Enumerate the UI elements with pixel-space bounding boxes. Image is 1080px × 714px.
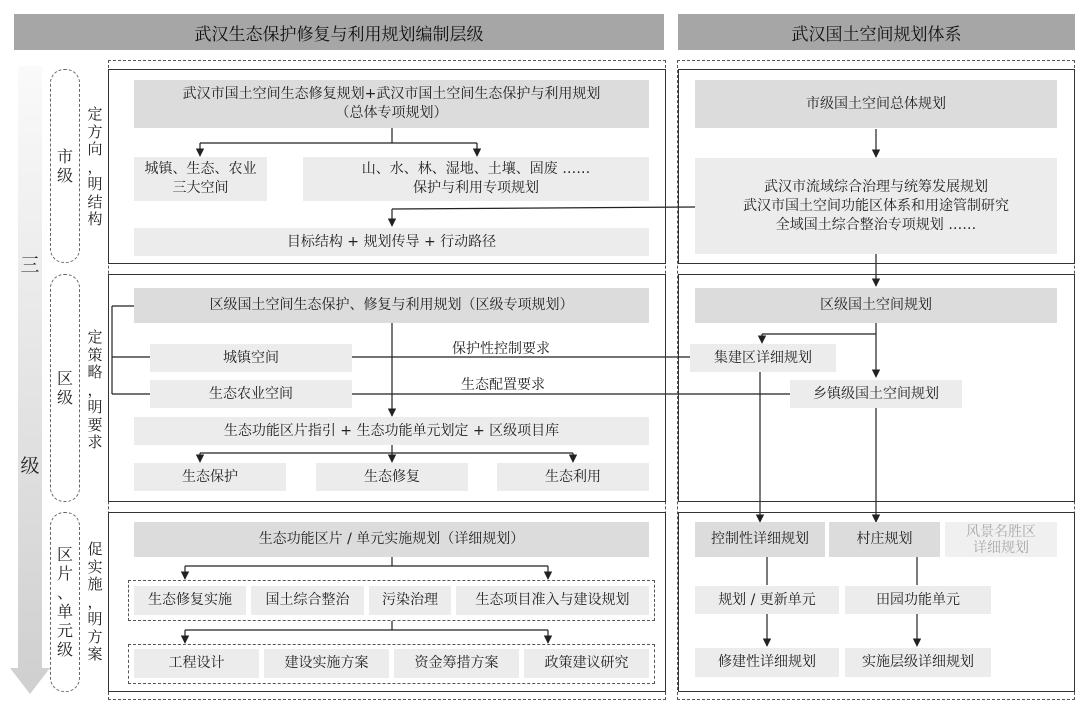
target-structure-box: 目标结构 + 规划传导 + 行动路径	[134, 228, 649, 256]
scheme-policy-research: 政策建议研究	[524, 649, 649, 678]
level-district-label	[50, 274, 80, 502]
desc-char: 明	[87, 398, 103, 417]
right-header: 武汉国土空间规划体系	[678, 14, 1075, 50]
desc-char: 定	[87, 328, 103, 347]
district-guide-box: 生态功能区片指引 + 生态功能单元划定 + 区级项目库	[134, 417, 649, 445]
desc-char: 实	[87, 557, 103, 576]
city-special-line-3: 全域国土综合整治专项规划 ……	[775, 216, 977, 233]
desc-char: 方	[87, 122, 103, 141]
impl-project-access: 生态项目准入与建设规划	[456, 586, 649, 615]
level-district-char: 级	[56, 388, 73, 407]
scenic-line-2: 详细规划	[973, 539, 1029, 556]
desc-char: 策	[87, 345, 103, 364]
level-zone-char: 、	[56, 583, 73, 602]
scenic-area-detail-plan-box	[945, 522, 1057, 557]
city-special-line-1: 武汉市流域综合治理与统筹发展规划	[764, 178, 988, 195]
district-plan-box: 区级国土空间生态保护、修复与利用规划（区级专项规划）	[134, 288, 649, 323]
desc-char: 明	[87, 175, 103, 194]
desc-char: 向	[87, 140, 103, 159]
pastoral-unit-box: 田园功能单元	[845, 586, 991, 614]
desc-char: 构	[87, 210, 103, 229]
level-zone-char: 片	[56, 564, 73, 583]
desc-char: 施	[87, 575, 103, 594]
protective-control-label: 保护性控制要求	[452, 341, 550, 357]
level-zone-char: 区	[56, 545, 73, 564]
urban-space-box: 城镇空间	[150, 344, 352, 372]
outcome-eco-restoration: 生态修复	[316, 463, 468, 491]
zone-plan-box: 生态功能区片 / 单元实施规划（详细规划）	[134, 522, 649, 557]
impl-eco-restoration: 生态修复实施	[134, 586, 246, 615]
township-plan-box: 乡镇级国土空间规划	[790, 380, 962, 408]
left-header: 武汉生态保护修复与利用规划编制层级	[14, 14, 664, 50]
city-special-research-box	[695, 158, 1057, 254]
district-description	[84, 318, 106, 463]
city-master-plan-line-2: （总体专项规划）	[335, 105, 448, 121]
desc-char: 要	[87, 415, 103, 434]
desc-char: 略	[87, 363, 103, 382]
eco-config-label: 生态配置要求	[461, 377, 545, 393]
three-spaces-box	[134, 157, 267, 201]
desc-char: 明	[87, 610, 103, 629]
desc-char: ，	[87, 380, 103, 399]
level-zone-char: 级	[56, 640, 73, 659]
desc-char: 求	[87, 433, 103, 452]
scenic-line-1: 风景名胜区	[966, 523, 1036, 540]
constructive-detail-plan-box: 修建性详细规划	[695, 648, 839, 677]
three-level-arrow	[10, 66, 50, 694]
outcome-eco-protection: 生态保护	[134, 463, 286, 491]
level-city-label	[50, 69, 80, 263]
three-spaces-line-1: 城镇、生态、农业	[144, 161, 257, 177]
desc-char: 促	[87, 540, 103, 559]
desc-char: ，	[87, 592, 103, 611]
three-level-char-2: 级	[20, 455, 40, 477]
desc-char: 案	[87, 645, 103, 664]
village-plan-box: 村庄规划	[829, 522, 940, 557]
desc-char: 定	[87, 105, 103, 124]
scheme-construction-plan: 建设实施方案	[264, 649, 389, 678]
city-master-spatial-plan-box: 市级国土空间总体规划	[695, 80, 1057, 128]
impl-pollution-control: 污染治理	[369, 586, 451, 615]
city-master-plan-box	[134, 80, 649, 128]
three-spaces-line-2: 三大空间	[172, 180, 229, 196]
regulatory-detail-plan-box: 控制性详细规划	[695, 522, 825, 557]
special-plans-line-1: 山、水、林、湿地、土壤、固废 ……	[361, 161, 591, 177]
level-city-char: 市	[56, 147, 73, 166]
level-city-char: 级	[56, 166, 73, 185]
implementation-detail-plan-box: 实施层级详细规划	[845, 648, 991, 677]
level-zone-char: 单	[56, 602, 73, 621]
impl-land-consolidation: 国土综合整治	[251, 586, 364, 615]
level-zone-label	[50, 512, 80, 692]
scheme-engineering-design: 工程设计	[134, 649, 259, 678]
outcome-eco-utilization: 生态利用	[497, 463, 649, 491]
city-master-plan-line-1: 武汉市国土空间生态修复规划+武汉市国土空间生态保护与利用规划	[182, 86, 601, 102]
desc-char: 结	[87, 192, 103, 211]
zone-description	[84, 530, 106, 675]
three-level-char-1: 三	[20, 254, 40, 276]
level-district-char: 区	[56, 369, 73, 388]
desc-char: ，	[87, 157, 103, 176]
eco-agri-space-box: 生态农业空间	[150, 380, 352, 408]
renewal-unit-box: 规划 / 更新单元	[695, 586, 839, 614]
city-description	[84, 95, 106, 240]
district-spatial-plan-box: 区级国土空间规划	[695, 288, 1057, 323]
desc-char: 方	[87, 627, 103, 646]
level-zone-char: 元	[56, 621, 73, 640]
scheme-funding-plan: 资金筹措方案	[394, 649, 519, 678]
special-plans-line-2: 保护与利用专项规划	[413, 180, 539, 196]
special-plans-box	[303, 157, 649, 201]
construction-area-detail-box: 集建区详细规划	[690, 344, 836, 372]
city-special-line-2: 武汉市国土空间功能区体系和用途管制研究	[743, 197, 1009, 214]
